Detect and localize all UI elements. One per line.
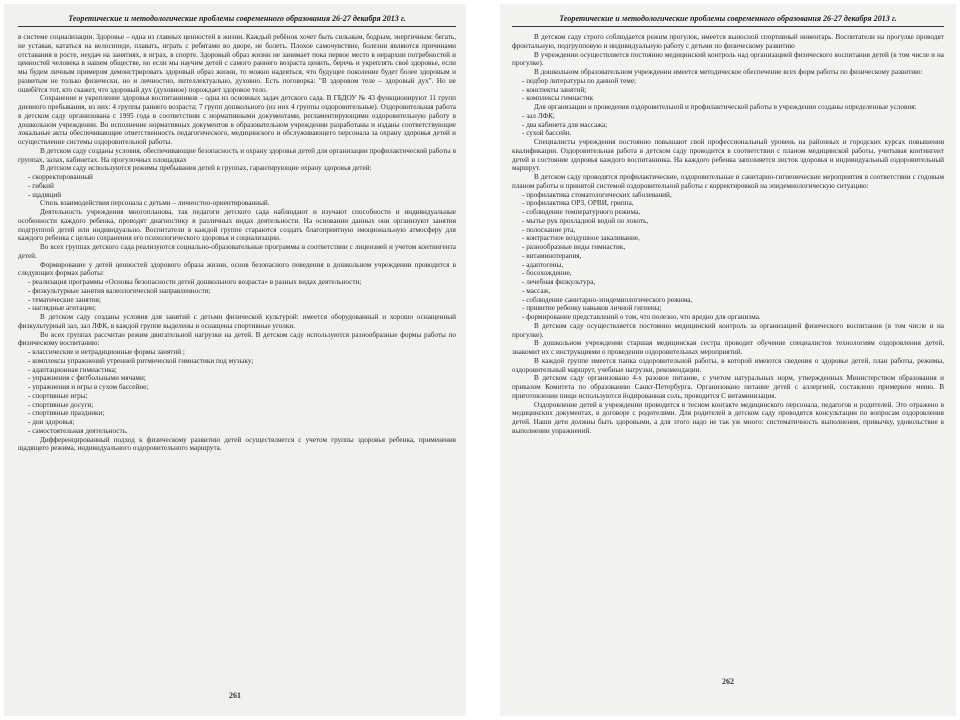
- paragraph: - адаптационная гимнастика;: [28, 365, 117, 374]
- paragraph: - формирование представлений о том, что полезно, что вредно для организма.: [522, 313, 761, 321]
- paragraph: - сухой бассейн.: [522, 129, 572, 138]
- paragraph: Дифференцированный подход к физическому развитию детей осуществляется с учетом группы здоровья ребенка, применения щадящего режима, индивидуального оздоровительного маршрута.: [18, 435, 456, 453]
- paragraph: - зал ЛФК;: [522, 111, 555, 120]
- paragraph: - конспекты занятий;: [522, 85, 587, 94]
- paragraph: В детском саду проводятся профилактические, оздоровительные и санитарно-гигиенические мероприятия в соответствии с годовым планом работы и принятой системой оздоровительной работы с корректировкой на эпидемиологическую ситуацию:: [512, 173, 944, 190]
- paragraph: В детском саду используются режимы пребывания детей в группах, гарантирующие охрану здоровья детей:: [40, 164, 372, 173]
- paragraph: - наглядные агитации;: [28, 304, 96, 313]
- paragraph: - разнообразные виды гимнастик,: [522, 243, 626, 251]
- paragraph: - физкультурные занятия валеологической направленности;: [28, 286, 211, 295]
- page-header: Теоретические и методологические проблемы современного образования 26-27 декабря 2013 г.: [512, 14, 944, 27]
- paragraph: - соблюдение температурного режима,: [522, 208, 640, 216]
- paragraph: В детском саду созданы условия, обеспечивающие безопасность и охрану здоровья детей для организации профилактической работы в группах, залах, кабинетах. На прогулочных площадках: [18, 146, 456, 164]
- paragraph: В детском саду строго соблюдается режим прогулок, имеется выносной спортивный инвентарь. Воспитатели на прогулке проводят фронтальную, подгрупповую и индивидуальную работу с детьми по физическому развитию: [512, 33, 944, 50]
- page-header: Теоретические и методологические проблемы современного образования 26-27 декабря 2013 г.: [18, 14, 456, 27]
- paragraph: - спортивные игры;: [28, 391, 88, 400]
- paragraph: - комплексы гимнастик: [522, 94, 594, 103]
- paragraph: Во всех группах детского сада реализуются социально-образовательные программы в соответствии с лицензией и учетом контингента детей.: [18, 243, 456, 260]
- paragraph: В детском саду организовано 4-х разовое питание, с учетом натуральных норм, утвержденных Министерством образования и приказом Комитета по образованию Санкт-Петербурга. Организовано питание детей с аллергией, составлено примерное меню. В приготовлении пищи используются йодированная соль, проводится С витаминизация.: [512, 374, 944, 400]
- paragraph: - самостоятельная деятельность.: [28, 426, 128, 435]
- paragraph: - соблюдение санитарно-эпидемиологического режима,: [522, 295, 693, 304]
- page-number: 262: [722, 677, 734, 686]
- paragraph: - лечебная физкультура,: [522, 278, 596, 286]
- paragraph: - профилактика ОРЗ, ОРВИ, гриппа,: [522, 199, 634, 208]
- paragraph: В дошкольном образовательном учреждении имеется методическое обеспечение всех форм работы по физическому развитию:: [534, 68, 923, 76]
- paragraph: Стиль взаимодействия персонала с детьми – личностно-ориентированный.: [40, 199, 270, 208]
- paragraph: - комплексы упражнений утренней ритмической гимнастики под музыку;: [28, 356, 254, 365]
- right-page: [500, 4, 956, 716]
- paragraph: - классические и нетрадиционные формы занятий ;: [28, 348, 185, 356]
- paragraph: Во всех группах рассчитан режим двигательной нагрузки на детей. В детском саду используются разнообразные формы работы по физическому воспитанию:: [18, 330, 456, 348]
- paragraph: - профилактика стоматологических заболеваний,: [522, 190, 672, 199]
- paragraph: - дни здоровья;: [28, 418, 75, 426]
- paragraph: - два кабинета для массажа;: [522, 120, 608, 129]
- paragraph: Для организации и проведения оздоровительной и профилактической работы в учреждении созданы определенные условия:: [534, 103, 917, 111]
- paragraph: - контрастное воздушное закаливание,: [522, 234, 640, 243]
- paragraph: - босохождение,: [522, 269, 572, 278]
- paragraph: - адаптогены,: [522, 260, 564, 269]
- paragraph: - спортивные праздники;: [28, 409, 105, 418]
- paragraph: - полоскание рта,: [522, 225, 576, 234]
- paragraph: - гибкий: [28, 181, 54, 190]
- paragraph: - щадящий: [28, 190, 62, 199]
- right-page-body: [512, 33, 944, 436]
- paragraph: - мытье рук прохладной водой по локоть,: [522, 216, 649, 225]
- paragraph: Оздоровление детей в учреждении проводится в тесном контакте медицинского персонала, педагогов и родителей. Это отражено в медицинских документах, в договоре с родителями. Для родителей в детском саду проводятся консультации по вопросам оздоровления детей. Наши дети должны быть здоровыми, а для этого надо не так уж много: систематичность выполнения, привычку, удовольствие в выполнении упражнений.: [512, 400, 944, 435]
- paragraph: В детском саду созданы условия для занятий с детьми физической культурой: имеется оборудованный и хорошо оснащенный физкультурный зал, зал ЛФК, в каждой группе выделены и оснащены спортивные уголки.: [18, 313, 456, 330]
- paragraph: - массаж,: [522, 286, 551, 295]
- paragraph: - привитие ребенку навыков личной гигиены;: [522, 304, 662, 313]
- paragraph: - витаминотерапия,: [522, 251, 582, 260]
- left-page: [4, 4, 466, 716]
- paragraph: Деятельность учреждения многопланова, так педагоги детского сада наблюдают и изучают способности и индивидуальные особенности каждого ребенка, проводят диагностику в различных видах деятельности. На основании данных они организуют занятия подгруппой детей или индивидуально. Воспитатели в каждой группе стараются создать благоприятную эмоциональную атмосферу для каждого ребенка с целью сохранения его психологического здоровья и социализации.: [18, 208, 456, 243]
- paragraph: - реализация программы «Основы безопасности детей дошкольного возраста» в разных видах деятельности;: [28, 278, 362, 286]
- left-page-body: [18, 33, 456, 453]
- paragraph: Специалисты учреждения постоянно повышают свой профессиональный уровень на районных и городских курсах повышения квалификации. Оздоровительная работа в детском саду проводится в соответствии с планом медицинской работы, учитывая контингент детей и состояние здоровья каждого воспитанника. На каждого ребенка заполняется листок здоровья и индивидуальный оздоровительный маршрут.: [512, 138, 944, 173]
- paragraph: Сохранение и укрепление здоровья воспитанников – одна из основных задач детского сада. В ГБДОУ № 43 функционируют 11 групп дневного пребывания, из них: 4 группы раннего возраста; 7 групп дошкольного (из них 4 группы оздоровительные). Оздоровительная работа в детском саду организована с 1995 года в соответствии с нормативными документами, регламентирующими оздоровительную работу в дошкольном учреждении. Во исполнение нормативных документов в образовательном учреждении разработаны и изданы соответствующие локальные акты обеспечивающие ответственность педагогического, медицинского и обслуживающего персонала за охрану здоровья детей и осуществление системы оздоровительной работы.: [18, 94, 456, 146]
- paragraph: - упражнения с фитбольными мячами;: [28, 374, 146, 383]
- paragraph: В детском саду осуществляется постоянно медицинский контроль за организацией физического воспитания (в том числе и на прогулке).: [512, 321, 944, 339]
- paragraph: - упражнения и игры в сухом бассейне;: [28, 383, 149, 391]
- paragraph: Формирование у детей ценностей здорового образа жизни, основ безопасного поведения в дошкольном учреждении проводится в следующих формах работы:: [18, 260, 456, 278]
- paragraph: - тематические занятия;: [28, 295, 101, 304]
- paragraph: - подбор литературы по данной теме;: [522, 76, 637, 85]
- paragraph: В дошкольном учреждении старшая медицинская сестра проводит обучение специалистов технологиям оздоровления детей, знакомит их с инструкциями о проведении оздоровительных мероприятий.: [512, 339, 944, 356]
- paragraph: В учреждении осуществляется постоянно медицинский контроль над организацией физического воспитания детей (в том числе и на прогулке).: [512, 50, 944, 68]
- page-number: 261: [229, 691, 241, 700]
- paragraph: В каждой группе имеется папка оздоровительной работы, в которой имеются сведения о здоровье детей, план работы, режимы, оздоровительный маршрут, учебные нагрузки, рекомендации.: [512, 356, 944, 374]
- paragraph: в системе социализации. Здоровье – одна из главных ценностей в жизни. Каждый ребёнок хочет быть сильным, бодрым, энергичным: бегать, не уставая, кататься на велосипеде, плавать, играть с ребятами во дворе, не болеть. Плохое самочувствие, болезни являются причинами отставания в росте, неудач на занятиях, в играх, в спорте. Здоровый образ жизни не занимает пока первое место в иерархии потребностей и ценностей человека в нашем обществе, но если мы научим детей с самого раннего возраста ценить, беречь и укреплять своё здоровье, если мы будем личным примером демонстрировать здоровый образ жизни, то можно надеяться, что будущее поколение будет более здоровым и развитым не только физически, но и личностно, интеллектуально, духовно. Есть поговорка: "В здоровом теле – здоровый дух". Но не ошибётся тот, кто скажет, что здоровый дух (духовное) порождает здоровое тело.: [18, 33, 456, 94]
- paragraph: - скорректированный: [28, 173, 93, 181]
- paragraph: - спортивные досуги;: [28, 400, 94, 409]
